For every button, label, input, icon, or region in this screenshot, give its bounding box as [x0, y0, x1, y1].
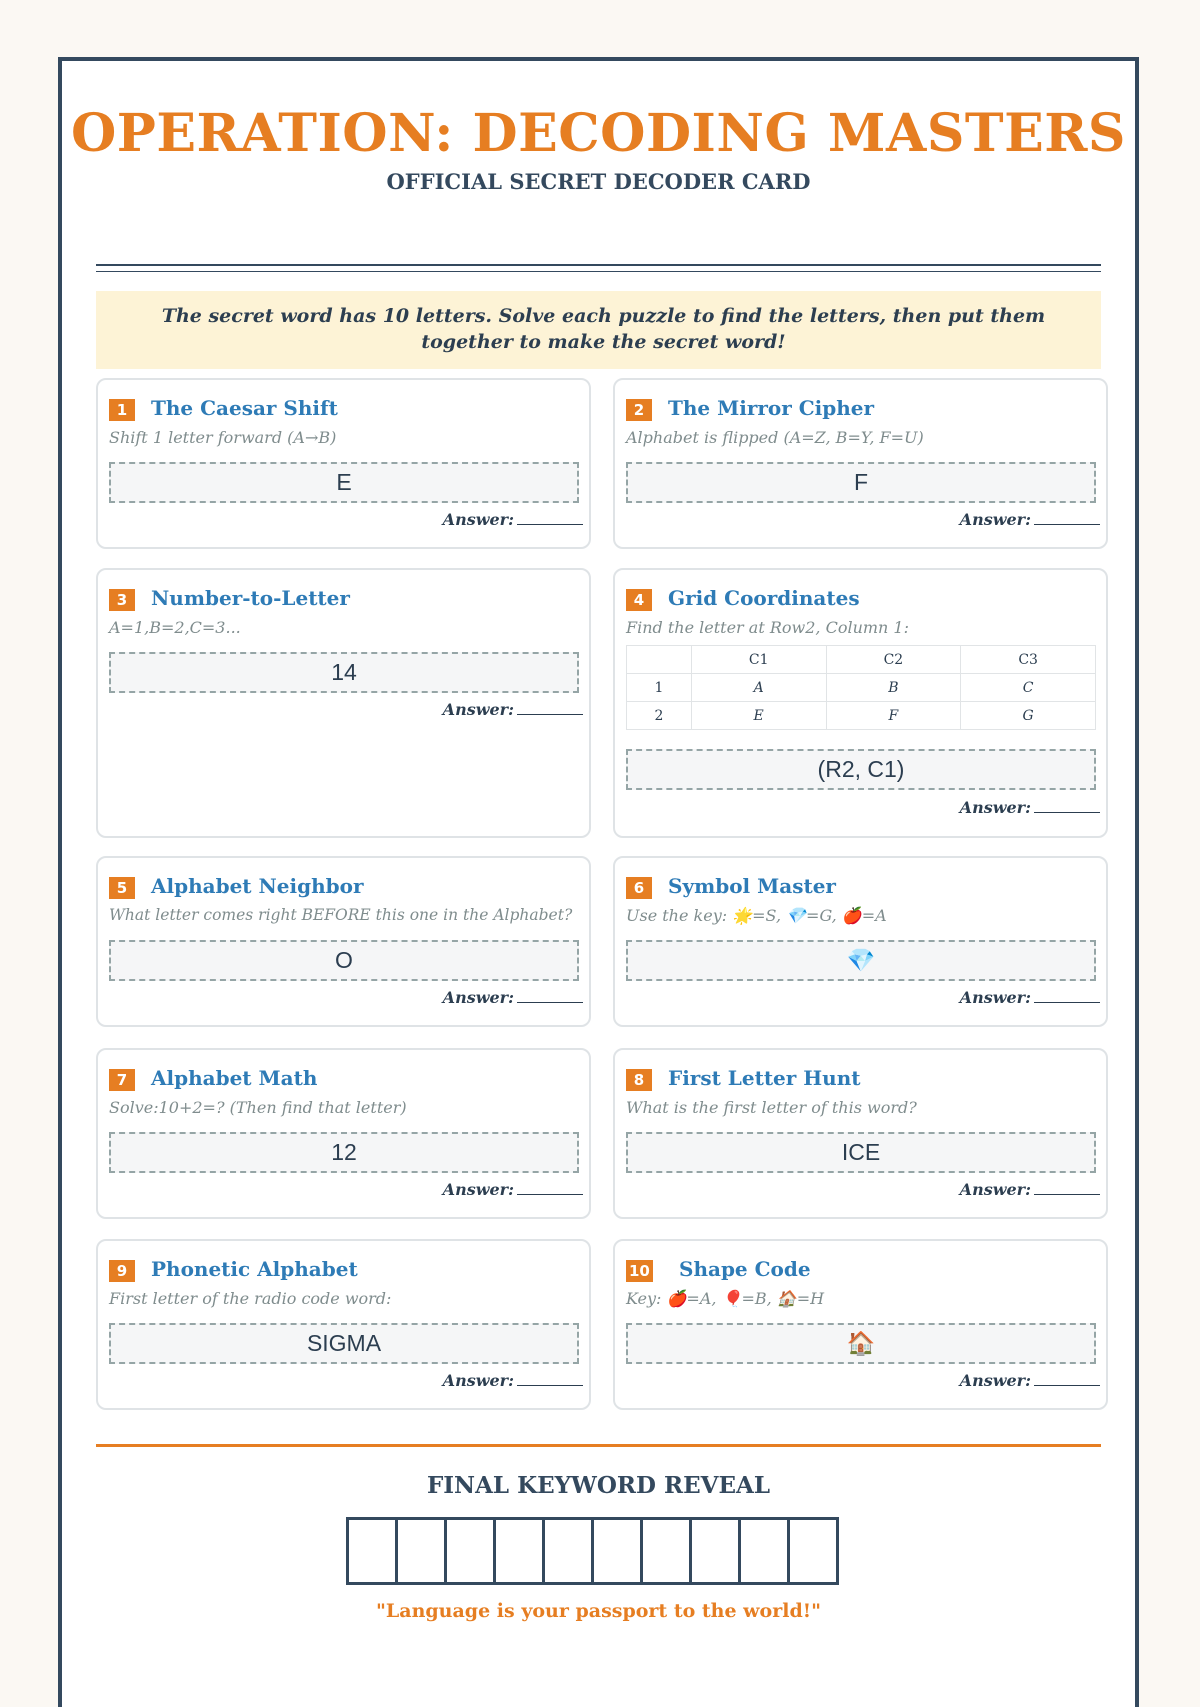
- puzzle-number-badge: 6: [626, 877, 652, 899]
- puzzle-title: Alphabet Math: [151, 1066, 318, 1090]
- grid-cell: E: [691, 702, 826, 730]
- puzzle-number-badge: 8: [626, 1069, 652, 1091]
- puzzle-clue: 12: [109, 1132, 579, 1173]
- grid-cell: F: [826, 702, 961, 730]
- grid-cell: C2: [826, 646, 961, 674]
- intro-banner: The secret word has 10 letters. Solve each puzzle to find the letters, then put them together to make the secret word!: [96, 291, 1101, 369]
- answer-field[interactable]: [960, 510, 1100, 529]
- grid-cell: 1: [627, 674, 692, 702]
- puzzle-card-7: [96, 1048, 591, 1219]
- answer-field[interactable]: [960, 1180, 1100, 1199]
- puzzle-clue: 🏠: [626, 1323, 1096, 1364]
- puzzle-hint: Shift 1 letter forward (A→B): [109, 428, 337, 447]
- grid-cell: C: [961, 674, 1096, 702]
- answer-field[interactable]: [443, 988, 583, 1007]
- keyword-letter-boxes: [346, 1517, 836, 1585]
- answer-label: Answer:: [442, 988, 514, 1007]
- answer-label: Answer:: [959, 988, 1031, 1007]
- puzzle-number-badge: 7: [109, 1069, 135, 1091]
- puzzle-hint: First letter of the radio code word:: [109, 1289, 392, 1308]
- puzzle-card-8: [613, 1048, 1108, 1219]
- final-keyword-title: FINAL KEYWORD REVEAL: [426, 1472, 771, 1499]
- puzzle-number-badge: 1: [109, 399, 135, 421]
- page-subtitle: OFFICIAL SECRET DECODER CARD: [386, 169, 811, 194]
- puzzle-card-10: [613, 1239, 1108, 1410]
- puzzle-title: Shape Code: [679, 1257, 811, 1281]
- answer-blank[interactable]: [1034, 1371, 1100, 1386]
- keyword-letter-box[interactable]: [346, 1517, 398, 1585]
- keyword-letter-box[interactable]: [787, 1517, 839, 1585]
- puzzle-hint: A=1,B=2,C=3...: [109, 618, 241, 637]
- puzzle-title: Grid Coordinates: [668, 586, 860, 610]
- answer-blank[interactable]: [517, 1180, 583, 1195]
- header-divider: [96, 264, 1101, 272]
- puzzle-title: Alphabet Neighbor: [151, 874, 364, 898]
- answer-blank[interactable]: [517, 700, 583, 715]
- keyword-letter-box[interactable]: [542, 1517, 594, 1585]
- puzzle-clue: E: [109, 462, 579, 503]
- answer-label: Answer:: [442, 700, 514, 719]
- grid-row: [627, 674, 1096, 702]
- closing-quote: "Language is your passport to the world!": [376, 1600, 821, 1622]
- answer-field[interactable]: [443, 700, 583, 719]
- final-section-divider: [96, 1444, 1101, 1447]
- keyword-letter-box[interactable]: [591, 1517, 643, 1585]
- answer-field[interactable]: [960, 798, 1100, 817]
- grid-cell: G: [961, 702, 1096, 730]
- puzzle-title: The Caesar Shift: [151, 396, 338, 420]
- answer-blank[interactable]: [1034, 510, 1100, 525]
- grid-cell: B: [826, 674, 961, 702]
- keyword-letter-box[interactable]: [640, 1517, 692, 1585]
- puzzle-number-badge: 10: [626, 1260, 653, 1282]
- grid-cell: C3: [961, 646, 1096, 674]
- answer-label: Answer:: [959, 1180, 1031, 1199]
- puzzle-hint: Use the key: 🌟=S, 💎=G, 🍎=A: [626, 906, 887, 925]
- puzzle-number-badge: 2: [626, 399, 652, 421]
- coordinate-grid: [626, 645, 1096, 730]
- grid-cell: C1: [691, 646, 826, 674]
- puzzle-card-6: [613, 856, 1108, 1027]
- grid-cell: 2: [627, 702, 692, 730]
- puzzle-card-5: [96, 856, 591, 1027]
- answer-label: Answer:: [959, 1371, 1031, 1390]
- answer-blank[interactable]: [517, 1371, 583, 1386]
- answer-field[interactable]: [443, 510, 583, 529]
- keyword-letter-box[interactable]: [493, 1517, 545, 1585]
- answer-field[interactable]: [443, 1371, 583, 1390]
- puzzle-hint: What letter comes right BEFORE this one in the Alphabet?: [109, 906, 573, 924]
- puzzle-number-badge: 4: [626, 589, 652, 611]
- puzzle-number-badge: 5: [109, 877, 135, 899]
- puzzle-card-2: [613, 378, 1108, 549]
- page-title: OPERATION: DECODING MASTERS: [71, 103, 1126, 164]
- puzzle-title: Number-to-Letter: [151, 586, 350, 610]
- answer-label: Answer:: [442, 1371, 514, 1390]
- puzzle-number-badge: 3: [109, 589, 135, 611]
- puzzle-clue: (R2, C1): [626, 749, 1096, 790]
- puzzle-clue: SIGMA: [109, 1323, 579, 1364]
- puzzle-hint: Solve:10+2=? (Then find that letter): [109, 1098, 407, 1117]
- answer-field[interactable]: [960, 1371, 1100, 1390]
- puzzle-clue: 💎: [626, 940, 1096, 981]
- answer-blank[interactable]: [517, 510, 583, 525]
- answer-label: Answer:: [959, 510, 1031, 529]
- keyword-letter-box[interactable]: [738, 1517, 790, 1585]
- answer-blank[interactable]: [1034, 798, 1100, 813]
- decoder-card: [58, 57, 1139, 1707]
- puzzle-clue: 14: [109, 652, 579, 693]
- keyword-letter-box[interactable]: [689, 1517, 741, 1585]
- answer-field[interactable]: [960, 988, 1100, 1007]
- answer-label: Answer:: [959, 798, 1031, 817]
- puzzle-title: The Mirror Cipher: [668, 396, 875, 420]
- puzzle-hint: Find the letter at Row2, Column 1:: [626, 618, 909, 637]
- puzzle-clue: O: [109, 940, 579, 981]
- puzzle-clue: F: [626, 462, 1096, 503]
- puzzle-card-9: [96, 1239, 591, 1410]
- puzzle-title: Symbol Master: [668, 874, 836, 898]
- grid-cell: [627, 646, 692, 674]
- answer-blank[interactable]: [1034, 1180, 1100, 1195]
- puzzle-number-badge: 9: [109, 1260, 135, 1282]
- puzzle-clue: ICE: [626, 1132, 1096, 1173]
- puzzle-hint: Key: 🍎=A, 🎈=B, 🏠=H: [626, 1289, 825, 1308]
- puzzle-title: Phonetic Alphabet: [151, 1257, 358, 1281]
- puzzle-card-1: [96, 378, 591, 549]
- keyword-letter-box[interactable]: [444, 1517, 496, 1585]
- puzzle-title: First Letter Hunt: [668, 1066, 861, 1090]
- answer-blank[interactable]: [517, 988, 583, 1003]
- grid-row: [627, 702, 1096, 730]
- answer-label: Answer:: [442, 510, 514, 529]
- puzzle-hint: What is the first letter of this word?: [626, 1098, 917, 1117]
- puzzle-card-4: [613, 568, 1108, 838]
- puzzle-card-3: [96, 568, 591, 838]
- answer-field[interactable]: [443, 1180, 583, 1199]
- answer-label: Answer:: [442, 1180, 514, 1199]
- answer-blank[interactable]: [1034, 988, 1100, 1003]
- grid-header-row: [627, 646, 1096, 674]
- keyword-letter-box[interactable]: [395, 1517, 447, 1585]
- puzzle-hint: Alphabet is flipped (A=Z, B=Y, F=U): [626, 428, 924, 447]
- grid-cell: A: [691, 674, 826, 702]
